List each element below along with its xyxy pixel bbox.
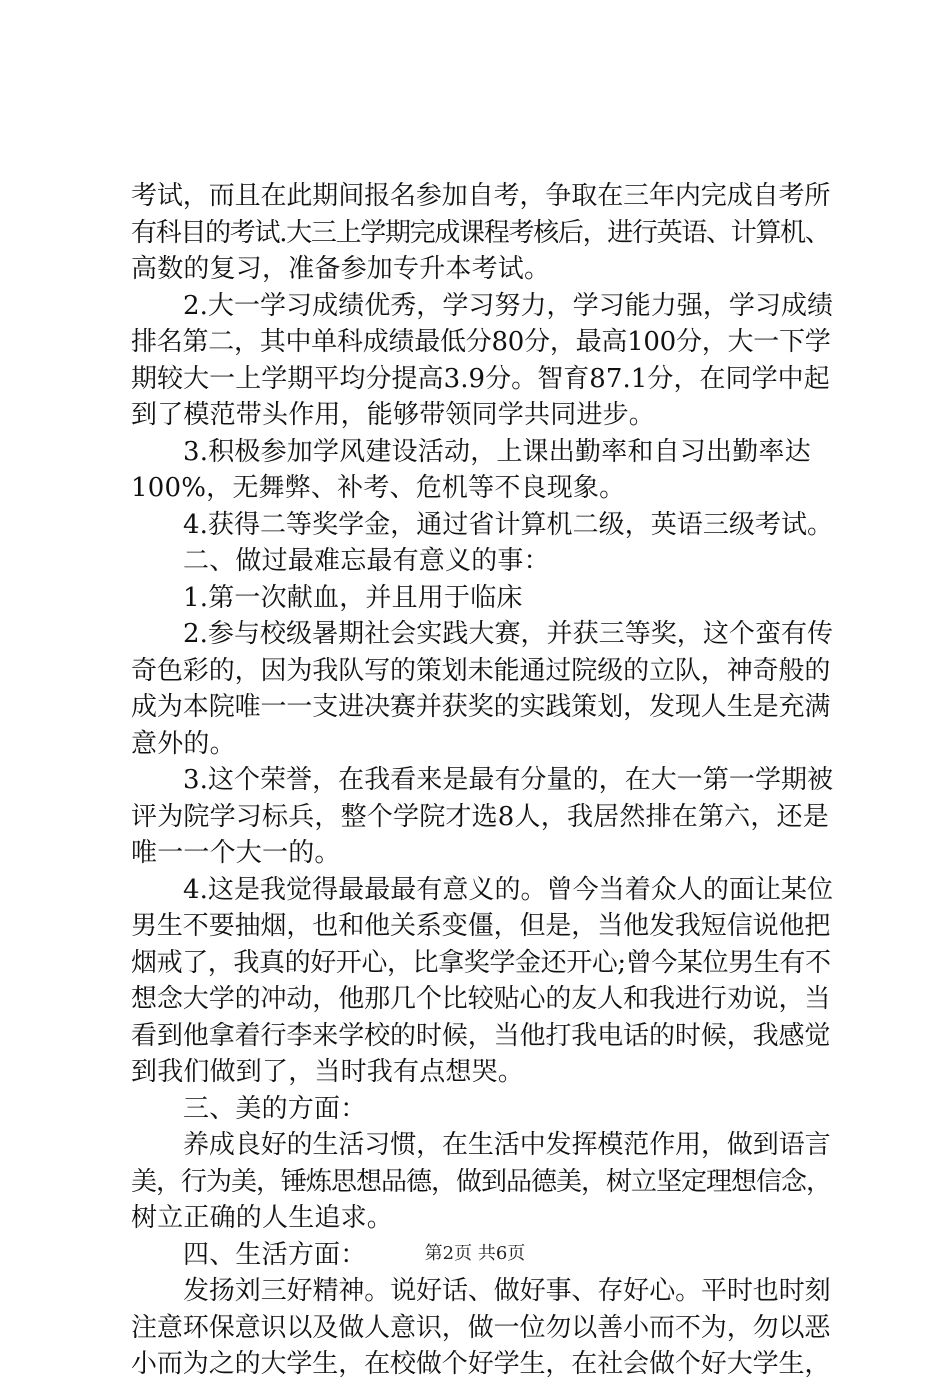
text-line: 养成良好的生活习惯，在生活中发挥模范作用，做到语言 <box>183 1130 831 1160</box>
text-line: 四、生活方面： <box>183 1239 367 1270</box>
text-line: 发扬刘三好精神。说好话、做好事、存好心。平时也时刻 <box>183 1276 831 1306</box>
text-line: 想念大学的冲动，他那几个比较贴心的友人和我进行劝说，当 <box>131 984 831 1014</box>
text-line: 2.大一学习成绩优秀，学习努力，学习能力强，学习成绩 <box>183 290 834 321</box>
text-line: 小而为之的大学生，在校做个好学生，在社会做个好大学生， <box>131 1349 831 1379</box>
text-line: 评为院学习标兵，整个学院才选8人，我居然排在第六，还是 <box>131 801 829 832</box>
text-line: 高数的复习，准备参加专升本考试。 <box>131 254 551 284</box>
text-line: 到我们做到了，当时我有点想哭。 <box>131 1057 525 1087</box>
text-line: 注意环保意识以及做人意识，做一位勿以善小而不为，勿以恶 <box>131 1312 831 1343</box>
text-line: 男生不要抽烟，也和他关系变僵，但是，当他发我短信说他把 <box>131 911 831 941</box>
page-footer: 第2页 共6页 <box>424 1243 526 1264</box>
text-line: 期较大一上学期平均分提高3.9分。智育87.1分，在同学中起 <box>131 363 830 394</box>
text-line: 到了模范带头作用，能够带领同学共同进步。 <box>131 400 656 430</box>
text-line: 唯一一个大一的。 <box>131 838 341 868</box>
text-line: 3.这个荣誉，在我看来是最有分量的，在大一第一学期被 <box>183 765 834 795</box>
text-line: 2.参与校级暑期社会实践大赛，并获三等奖，这个蛮有传 <box>183 619 834 649</box>
text-line: 考试，而且在此期间报名参加自考，争取在三年内完成自考所 <box>131 181 831 211</box>
text-line: 1.第一次献血，并且用于临床 <box>183 582 523 613</box>
text-line: 意外的。 <box>131 728 236 759</box>
text-line: 排名第二，其中单科成绩最低分80分，最高100分，大一下学 <box>131 327 831 357</box>
text-line: 烟戒了，我真的好开心，比拿奖学金还开心;曾今某位男生有不 <box>131 947 831 978</box>
text-line: 美，行为美，锤炼思想品德，做到品德美，树立坚定理想信念， <box>131 1166 832 1197</box>
document-body <box>131 178 833 1383</box>
text-line: 奇色彩的，因为我队写的策划未能通过院级的立队，神奇般的 <box>131 655 831 686</box>
text-line: 4.这是我觉得最最最有意义的。曾今当着众人的面让某位 <box>183 874 834 905</box>
text-line: 100%，无舞弊、补考、危机等不良现象。 <box>131 473 626 503</box>
text-line: 有科目的考试.大三上学期完成课程考核后，进行英语、计算机、 <box>131 217 830 248</box>
text-line: 3.积极参加学风建设活动，上课出勤率和自习出勤率达 <box>183 436 811 467</box>
text-line: 三、美的方面： <box>183 1093 367 1124</box>
text-line: 二、做过最难忘最有意义的事： <box>183 546 550 576</box>
text-line: 树立正确的人生追求。 <box>131 1203 394 1233</box>
text-line: 看到他拿着行李来学校的时候，当他打我电话的时候，我感觉 <box>131 1020 831 1051</box>
text-line: 4.获得二等奖学金，通过省计算机二级，英语三级考试。 <box>183 509 834 540</box>
text-line: 成为本院唯一一支进决赛并获奖的实践策划，发现人生是充满 <box>131 692 831 722</box>
